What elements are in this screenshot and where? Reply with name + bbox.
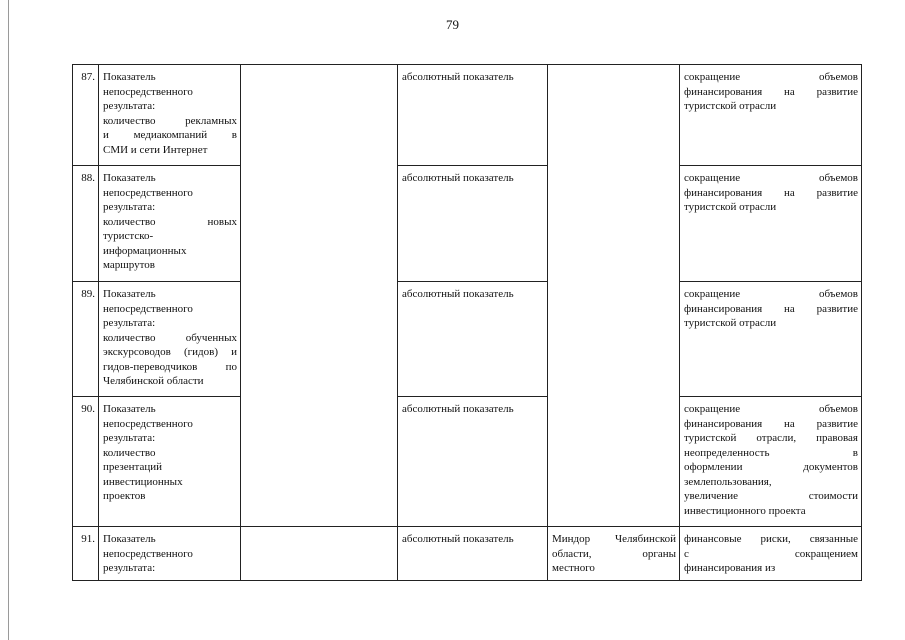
indicator-type: абсолютный показатель [398, 282, 548, 397]
row-number: 88. [73, 166, 99, 282]
cell-text-line: оформлении документов [684, 461, 858, 473]
cell-text-line: землепользования, [684, 475, 772, 488]
risks-cell [680, 166, 862, 282]
cell-text-line: результата: [103, 201, 156, 213]
cell-text-line: финансирования из [684, 562, 776, 574]
indicator-type: абсолютный показатель [398, 397, 548, 527]
cell-text-line: и медиакомпаний в [103, 129, 237, 141]
table-body [73, 65, 862, 581]
indicator-name [99, 397, 241, 527]
indicator-type: абсолютный показатель [398, 65, 548, 166]
cell-text-line: количество [103, 446, 156, 459]
merged-empty-cell [241, 527, 398, 581]
risks-cell [680, 282, 862, 397]
row-number: 89. [73, 282, 99, 397]
cell-text-line: Челябинской области [103, 375, 204, 387]
indicator-name [99, 65, 241, 166]
cell-text-line: сокращение объемов [684, 288, 858, 300]
row-number: 90. [73, 397, 99, 527]
cell-text-line: сокращение объемов [684, 71, 858, 83]
left-margin-line [8, 0, 9, 640]
cell-text-line: Показатель [103, 403, 156, 415]
cell-text-line: туристской отрасли [684, 201, 777, 213]
cell-text-line: непосредственного [103, 547, 193, 560]
responsible-cell [548, 65, 680, 527]
cell-text-line: туристской отрасли [684, 317, 777, 329]
responsible-cell [548, 527, 680, 581]
cell-text-line: презентаций [103, 461, 163, 473]
risks-cell [680, 397, 862, 527]
cell-text-line: непосредственного [103, 302, 193, 315]
risks-cell [680, 65, 862, 166]
cell-text-line: гидов-переводчиков по [103, 360, 237, 373]
page-number: 79 [446, 17, 459, 32]
cell-text-line: непосредственного [103, 417, 193, 430]
cell-text-line: результата: [103, 100, 156, 112]
table-row [73, 166, 862, 282]
row-number: 91. [73, 527, 99, 581]
cell-text-line: финансирования на развитие [684, 186, 858, 199]
cell-text-line: инвестиционного проекта [684, 504, 806, 517]
cell-text-line: маршрутов [103, 259, 155, 271]
cell-text-line: Показатель [103, 71, 156, 83]
cell-text-line: непосредственного [103, 85, 193, 98]
cell-text-line: информационных [103, 244, 187, 257]
cell-text-line: финансирования на развитие [684, 417, 858, 430]
cell-text-line: увеличение стоимости [684, 490, 858, 502]
cell-text-line: Показатель [103, 288, 156, 300]
indicator-type: абсолютный показатель [398, 166, 548, 282]
cell-text-line: сокращение объемов [684, 403, 858, 415]
cell-text-line: неопределенность в [684, 446, 858, 459]
cell-text-line: местного [552, 562, 595, 574]
cell-text-line: результата: [103, 562, 156, 574]
cell-text-line: туристской отрасли, правовая [684, 432, 858, 444]
merged-empty-cell [241, 65, 398, 527]
table-row [73, 65, 862, 166]
cell-text-line: Показатель [103, 172, 156, 184]
cell-text-line: количество новых [103, 215, 237, 228]
cell-text-line: непосредственного [103, 186, 193, 199]
cell-text-line: инвестиционных [103, 475, 183, 488]
cell-text-line: сокращение объемов [684, 172, 858, 184]
row-number: 87. [73, 65, 99, 166]
cell-text-line: с сокращением [684, 547, 858, 560]
indicator-name [99, 527, 241, 581]
indicators-table [72, 64, 862, 581]
cell-text-line: области, органы [552, 547, 676, 560]
cell-text-line: туристско- [103, 230, 154, 242]
table-row [73, 397, 862, 527]
cell-text-line: Показатель [103, 533, 156, 545]
indicator-name [99, 166, 241, 282]
risks-cell [680, 527, 862, 581]
cell-text-line: финансирования на развитие [684, 302, 858, 315]
cell-text-line: проектов [103, 490, 146, 502]
cell-text-line: результата: [103, 432, 156, 444]
indicator-type: абсолютный показатель [398, 527, 548, 581]
cell-text-line: результата: [103, 317, 156, 329]
cell-text-line: Миндор Челябинской [552, 533, 676, 545]
cell-text-line: финансовые риски, связанные [684, 533, 858, 545]
table-row [73, 527, 862, 581]
cell-text-line: СМИ и сети Интернет [103, 143, 208, 156]
cell-text-line: туристской отрасли [684, 100, 777, 112]
indicator-name [99, 282, 241, 397]
cell-text-line: экскурсоводов (гидов) и [103, 346, 237, 358]
table-row [73, 282, 862, 397]
cell-text-line: количество рекламных [103, 114, 237, 127]
cell-text-line: количество обученных [103, 331, 237, 344]
cell-text-line: финансирования на развитие [684, 85, 858, 98]
